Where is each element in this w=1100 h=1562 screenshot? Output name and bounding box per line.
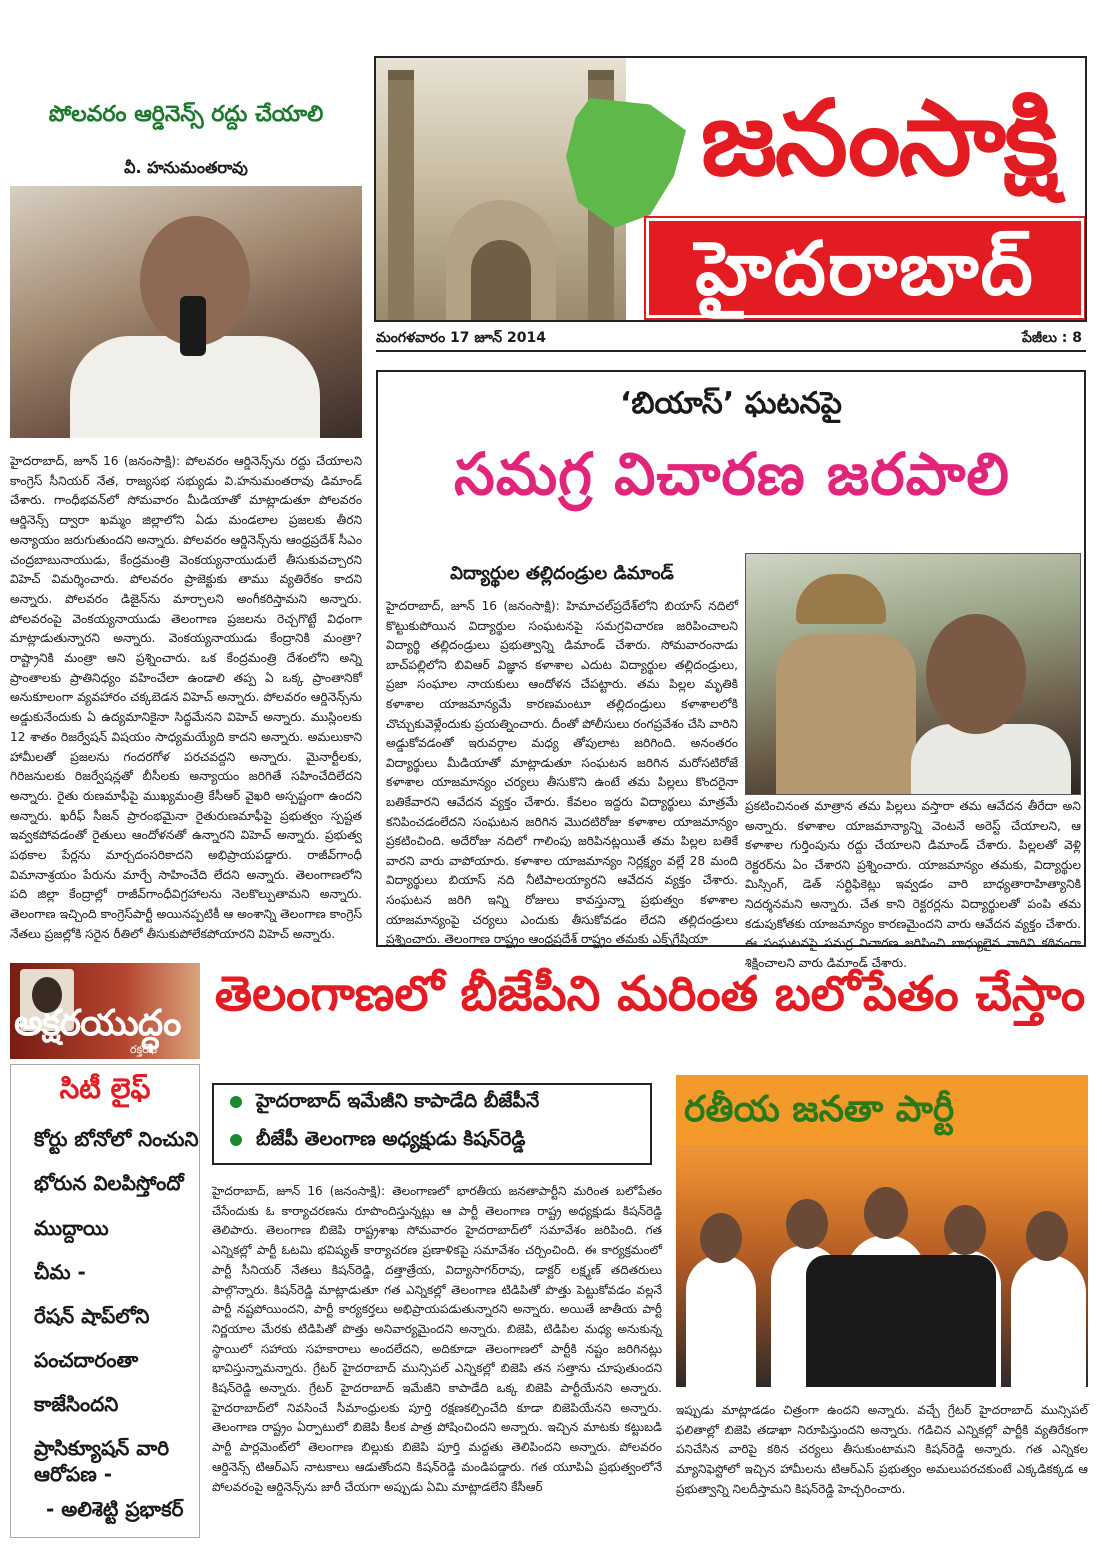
highlight-item bbox=[230, 1090, 539, 1117]
poem-line: రేషన్ షాప్‌లోని bbox=[34, 1304, 150, 1328]
highlight-text: బీజేపీ తెలంగాణ అధ్యక్షుడు కిషన్‌రెడ్డి bbox=[256, 1128, 526, 1150]
masthead bbox=[374, 56, 1087, 322]
poem-line: ప్రాసిక్యూషన్ వారి bbox=[34, 1436, 170, 1460]
story-subhead: విద్యార్థుల తల్లిదండ్రుల డిమాండ్ bbox=[450, 563, 674, 584]
story-body: హైదరాబాద్, జూన్ 16 (జనంసాక్షి): పోలవరం ఆర్డినెన్స్‌ను రద్దు చేయాలని కాంగ్రెస్ సీనియర్ నేత, రాజ్యసభ సభ్యుడు వి.హనుమంతరావు డిమాండ్ చేశారు. గాంధీభవన్‌లో సోమవారం మీడియాతో మాట్లాడుతూ పోలవరం ఆర్డినెన్స్ ద్వారా ఖమ్మం జిల్లాలోని ఏడు మండలాల ప్రజలకు తీరని అన్యాయం జరుగుతుందని అన్నారు. పోలవరం ఆర్డినెన్స్‌ను ఆంధ్రప్రదేశ్ సీఎం చంద్రబాబునాయుడు, కేంద్రమంత్రి వెంకయ్యనాయుడులే తీసుకువచ్చారని విహెచ్ విమర్శించారు. పోలవరం ప్రాజెక్టుకు తాము వ్యతిరేకం కాదని అన్నారు. పోలవరం డిజైన్‌ను మార్చాలని అంగీకరిస్తామని అన్నారు. పోలవరంపై వెంకయ్యనాయుడు తెలంగాణ ప్రజలను రెచ్చగొట్టే విధంగా మాట్లాడుతున్నారని అన్నారు. వెంకయ్యనాయుడు కేంద్రానికి మంత్రా? రాష్ట్రానికి మంత్రా అని ప్రశ్నించారు. ఒక కేంద్రమంత్రి దేశంలోని అన్ని ప్రాంతాలకు ప్రాతినిధ్యం వహించేలా ఉండాలి తప్ప ఏ ఒక్క ప్రాంతానికో అనుకూలంగా వ్యవహారం చక్కబెడన విహెచ్ అన్నారు. పోలవరం ఆర్డినెన్స్‌ను అడ్డుకునేందుకు ఏ ఉద్యమానికైనా సిద్ధమేనని విహెచ్ అన్నారు. ముస్లింలకు 12 శాతం రిజర్వేషన్ విషయం సాధ్యమయ్యేది కాదని అన్నారు. అమలుకాని హామీలతో ప్రజలను గందరగోళ పరచవద్దని అన్నారు. మైనార్టీలకు, గిరిజనులకు రిజర్వేషన్లతో బీసీలకు అన్యాయం జరిగితే సహించేదిలేదని అన్నారు. రైతు రుణమాఫీపై ముఖ్యమంత్రి కేసీఆర్ వైఖరి అస్పష్టంగా ఉందని అన్నారు. ఖరీఫ్ సీజన్ ప్రారంభమైనా రైతురుణమాఫీపై ప్రభుత్వం స్పష్టత ఇవ్వకపోవడంతో రైతులు ఆందోళనతో ఉన్నారని విహెచ్ అన్నారు. ప్రభుత్వ పథకాల పేర్లను మార్చదంసరికాదని అభిప్రాయపడ్డారు. రాజీవ్‌గాంధీ విమానాశ్రయం పేరును మార్చే సాహించేది లేదని అన్నారు. తెలంగాణలోని పది జిల్లా కేంద్రాల్లో రాజీవ్‌గాంధీవిగ్రహాలను నెలకొల్పుతామని అన్నారు. తెలంగాణ ఇచ్చింది కాంగ్రెస్‌పార్టీ అయినప్పటికీ ఆ అంశాన్ని తెలంగాణ కాంగ్రెస్ నేతలు ప్రజల్లోకి సరైన రీతిలో తీసుకుపోలేకపోయారని విహెచ్ అన్నారు. bbox=[10, 454, 362, 941]
bullet-icon bbox=[230, 1096, 242, 1108]
poem-line: ఆరోపణ - bbox=[34, 1462, 113, 1486]
highlight-item bbox=[230, 1128, 525, 1155]
edition-banner bbox=[646, 218, 1084, 318]
dateline bbox=[376, 330, 1086, 352]
story-byline: వీ. హనుమంతరావు bbox=[124, 158, 248, 177]
story-body-column-1: హైదరాబాద్, జూన్ 16 (జనంసాక్షి): తెలంగాణలో భారతీయ జనతాపార్టీని మరింత బలోపేతం చేసేందుకు ఓ కార్యాచరణను రూపొందిస్తున్నట్లు ఆ పార్టీ తెలంగాణ రాష్ట్ర అధ్యక్షుడు కిషన్‌రెడ్డి తెలిపారు. తెలంగాణ బిజెపి రాష్ట్రశాఖ సోమవారం హైదరాబాద్‌లో సమావేశం జరిపింది. గత ఎన్నికల్లో పార్టీ ఓటమి భవిష్యత్ కార్యాచరణ ప్రణాళికపై సమావేశం చర్చించింది. ఈ కార్యక్రమంలో పార్టీ సీనియర్ నేతలు కిషన్‌రెడ్డి, దత్తాత్రేయ, విద్యాసాగర్‌రావు, డాక్టర్ లక్ష్మణ్ తదితరులు పాల్గొన్నారు. కిషన్‌రెడ్డి మాట్లాడుతూ గత ఎన్నికల్లో తెలంగాణ టిడిపితో పొత్తు పెట్టుకోవడం వల్లనే పార్టీ నష్టపోయిందని, పార్టీ కార్యకర్తలు అభిప్రాయపడుతున్నారని అన్నారు. అయితే జాతీయ పార్టీ నిర్ణయాల మేరకు టిడిపితో పొత్తు అనివార్యమైందని అన్నారు. బిజెపి, టిడిపిల మధ్య అనుకున్న స్థాయిలో సహాయ సహకారాలు అందలేదని, అదికూడా తెలంగాణలో పార్టీకి నష్టం జరిగినట్లు భావిస్తున్నామన్నారు. గ్రేటర్ హైదరాబాద్ మున్సిపల్ ఎన్నికల్లో బిజెపి తన సత్తాను చూపుతుందని కిషన్‌రెడ్డి అన్నారు. గ్రేటర్ హైదరాబాద్ ఇమేజీని కాపాడేది ఒక్క బిజెపి పార్టీయేనని అన్నారు. హైదరాబాద్‌లో నివసించే సీమాంధ్రులకు పూర్తి రక్షణకల్పించేది కూడా బిజెపియేనని అన్నారు. తెలంగాణ రాష్ట్రం ఏర్పాటులో బిజెపి కీలక పాత్ర పోషించిందని అన్నారు. ఇచ్చిన మాటకు కట్టుబడి పార్టీ పార్లమెంట్‌లో తెలంగాణ బిల్లుకు బిజెపి పూర్తి మద్దతు తెలిపిందని అన్నారు. పోలవరం ఆర్డినెన్స్ టిఆర్ఎస్ నాటకాలు ఆడుతోందని కిషన్‌రెడ్డి మండిపడ్డారు. గత యూపిఏ ప్రభుత్వంలోనే పోలవరంపై ఆర్డినెన్స్‌ను జారీ చేయగా అప్పుడు ఏమి మాట్లాడలేని కేసీఆర్ bbox=[212, 1184, 662, 1494]
newspaper-title: జనంసాక్షి bbox=[700, 77, 1057, 199]
bullet-icon bbox=[230, 1134, 242, 1146]
poem-line: పంచదారంతా bbox=[34, 1348, 139, 1372]
issue-date: మంగళవారం 17 జూన్ 2014 bbox=[376, 330, 546, 346]
poem-author: - అలిశెట్టి ప్రభాకర్ bbox=[46, 1497, 184, 1521]
story-kicker: ‘బియాస్’ ఘటనపై bbox=[620, 386, 842, 421]
story-headline: పోలవరం ఆర్డినెన్స్ రద్దు చేయాలి bbox=[48, 102, 324, 127]
story-body-column-1: హైదరాబాద్, జూన్ 16 (జనంసాక్షి): హిమాచల్‌ప్రదేశ్‌లోని బియాస్ నదిలో కొట్టుకుపోయిన విద్యార్థుల సంఘటనపై సమగ్రవిచారణ జరిపించాలని విద్యార్థి తల్లిదండ్రులు ప్రభుత్వాన్ని డిమాండ్ చేశారు. సోమవారంనాడు బాచ్‌పల్లిలోని బివిఆర్ విజ్ఞాన కళాశాల ఎదుట విద్యార్థుల తల్లిదండ్రులు, ప్రజా సంఘాల నాయకులు ఆందోళన చేపట్టారు. తమ పిల్లల మృతికి కళాశాల యాజమాన్యమే కారణమంటూ తల్లిదండ్రులు కళాశాలలోకి చొచ్చుకువెళ్లేందుకు ప్రయత్నించారు. దీంతో పోలీసులు రంగప్రవేశం చేసి వారిని అడ్డుకోవడంతో ఇరువర్గాల మధ్య తోపులాట జరిగింది. అనంతరం విద్యార్థులు మీడియాతో మాట్లాడుతూ సంఘటన జరిగిన మరోసటిరోజే కళాశాల యాజమాన్యం చర్యలు తీసుకొని ఉంటే తమ పిల్లలు కొందరైనా బతికేవారని ఆవేదన వ్యక్తం చేశారు. కేవలం ఇద్దరు విద్యార్థులు మాత్రమే కనిపించడంలేదని సంఘటన జరిగిన మొదటిరోజు కళాశాల యాజమాన్యం ప్రకటించింది. అదేరోజు నదిలో గాలింపు జరిపినట్లయితే తమ పిల్లల బతికే వారని వారు వాపోయారు. కళాశాల యాజమాన్యం నిర్లక్ష్యం వల్లే 28 మంది విద్యార్థులు బియాస్ నది నీటిపాలయ్యారని ఆవేదన వ్యక్తం చేశారు. సంఘటన జరిగి ఇన్ని రోజులు కావస్తున్నా ప్రభుత్వం కళాశాల యాజమాన్యంపై చర్యలు ఎందుకు తీసుకోవడం లేదని తల్లిదండ్రులు ప్రశ్నించారు. తెలంగాణ రాష్ట్రం ఆంధ్రప్రదేశ్ రాష్ట్రం తమకు ఎక్స్‌గ్రేషియా bbox=[386, 599, 738, 947]
story-headline: సమగ్ర విచారణ జరపాలి bbox=[454, 440, 1010, 508]
party-banner: రతీయ జనతా పార్టీ bbox=[676, 1075, 1088, 1145]
column-subtitle: రక్తరేఖ bbox=[130, 1043, 158, 1056]
poem-line: కోర్టు బోనోలో నించుని bbox=[34, 1127, 199, 1151]
column-title: అక్షరయుద్ధం bbox=[14, 1003, 181, 1044]
poem-line: కాజేసిందని bbox=[34, 1392, 119, 1416]
poem-title: సిటీ లైఫ్ bbox=[59, 1072, 151, 1105]
protest-photo bbox=[745, 553, 1081, 795]
story-body-column-2: ప్రకటించినంత మాత్రాన తమ పిల్లలు వస్తారా తమ ఆవేదన తీరేదా అని అన్నారు. కళాశాల యాజమాన్యాన్ని వెంటనే అరెస్ట్ చేయాలని, ఆ కళాశాల గుర్తింపును రద్దు చేయాలని డిమాండ్ చేశారు. పిల్లలతో వెళ్లి రెక్టరర్‌ను ఏం చేశారని ప్రశ్నించారు. యాజమాన్యం తమకు, విద్యార్థుల మిస్సింగ్, డెత్ సర్టిఫికెట్లు ఇవ్వడం వారి బాధ్యతారాహిత్యానికి నిదర్శనమని అన్నారు. చేత కాని రెక్టరర్లను విద్యార్థులతో పంపి తమ కడుపుకోతకు యాజమాన్యం కారణమైందని వారు ఆవేదన వ్యక్తం చేశారు. ఈ సంఘటనపై సమగ్ర విచారణ జరిపించి బాధ్యులైన వారిని కఠినంగా శిక్షించాలని వారు డిమాండ్ చేశారు. bbox=[745, 799, 1081, 970]
poem-line: ముద్దాయి bbox=[34, 1216, 109, 1240]
highlight-text: హైదరాబాద్ ఇమేజీని కాపాడేది బీజేపీనే bbox=[256, 1090, 540, 1112]
microphones-icon bbox=[806, 1255, 996, 1387]
edition-name: హైదరాబాద్ bbox=[695, 226, 1035, 312]
speaker-photo bbox=[10, 186, 362, 438]
story-headline: తెలంగాణలో బీజేపీని మరింత బలోపేతం చేస్తాం bbox=[214, 966, 1086, 1022]
column-banner bbox=[10, 963, 200, 1059]
poem-line: భోరున విలపిస్తోందో bbox=[34, 1171, 184, 1195]
story-body-column-2: ఇప్పుడు మాట్లాడడం చిత్రంగా ఉందని అన్నారు. వచ్చే గ్రేటర్ హైదరాబాద్ మున్సిపల్ ఫలితాల్లో బిజెపి తడాఖా నిరూపిస్తుందని అన్నారు. గడిచిన ఎన్నికల్లో పార్టీకి వ్యతిరేకంగా పనిచేసిన వారిపై కఠిన చర్యలు తీసుకుంటామని కిషన్‌రెడ్డి అన్నారు. గత ఎన్నికల మ్యానిఫెస్టోలో ఇచ్చిన హామీలను టిఆర్ఎస్ ప్రభుత్వం అమలుపరచకుంటే ఎక్కడికక్కడ ఆ ప్రభుత్వాన్ని నిలదీస్తామని కిషన్‌రెడ్డి హెచ్చరించారు. bbox=[676, 1403, 1088, 1496]
press-meet-photo bbox=[676, 1075, 1088, 1387]
page-count: పేజీలు : 8 bbox=[1021, 330, 1082, 346]
poem-line: చీమ - bbox=[34, 1260, 86, 1284]
